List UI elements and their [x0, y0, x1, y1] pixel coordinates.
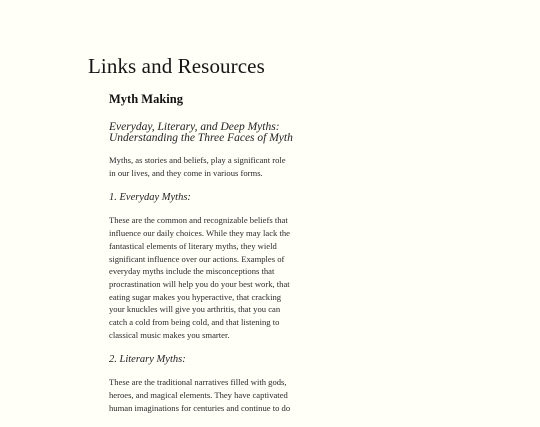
- text-line: fantastical elements of literary myths, they wield: [109, 240, 277, 251]
- text-line: influence our daily choices. While they may lack the: [109, 228, 290, 239]
- subtitle-line: Everyday, Literary, and Deep Myths:: [109, 121, 280, 133]
- subtitle-line: Understanding the Three Faces of Myth: [109, 132, 293, 144]
- text-line: in our lives, and they come in various forms.: [109, 167, 263, 178]
- page-title: Links and Resources: [88, 54, 265, 78]
- text-line: catch a cold from being cold, and that listening to: [109, 317, 280, 328]
- text-line: significant influence over our actions. Examples of: [109, 253, 285, 264]
- article-subtitle: [109, 122, 301, 144]
- text-line: heroes, and magical elements. They have captivated: [109, 390, 288, 401]
- everyday-myths-paragraph: [109, 214, 301, 341]
- section-heading: Myth Making: [109, 92, 183, 106]
- text-line: Myths, as stories and beliefs, play a significant role: [109, 155, 286, 165]
- text-line: These are the common and recognizable beliefs that: [109, 215, 288, 226]
- text-line: eating sugar makes you hyperactive, that cracking: [109, 291, 282, 302]
- everyday-myths-heading: 1. Everyday Myths:: [109, 192, 191, 204]
- article: [109, 92, 301, 427]
- text-line: procrastination will help you do your best work, that: [109, 278, 290, 289]
- text-line: everyday myths include the misconceptions that: [109, 266, 275, 277]
- literary-myths-paragraph: [109, 376, 301, 414]
- text-line: human imaginations for centuries and continue to do: [109, 402, 291, 413]
- literary-myths-heading: 2. Literary Myths:: [109, 354, 186, 366]
- text-line: These are the traditional narratives filled with gods,: [109, 377, 287, 388]
- text-line: your knuckles will give you arthritis, that you can: [109, 304, 281, 315]
- text-line: classical music makes you smarter.: [109, 329, 230, 340]
- intro-paragraph: [109, 154, 301, 179]
